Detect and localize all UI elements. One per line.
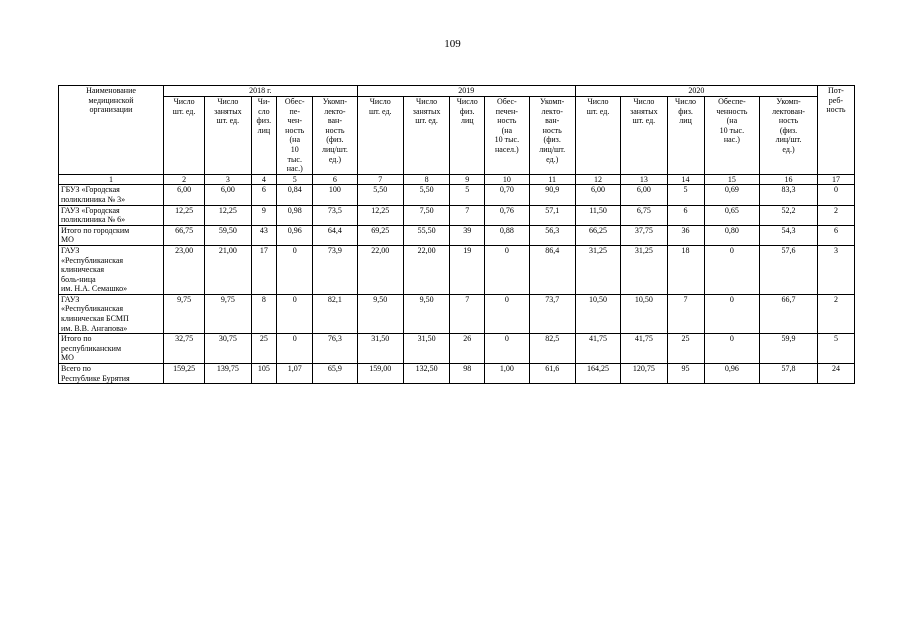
table-cell: 5: [667, 185, 704, 205]
table-cell: 31,50: [357, 334, 403, 364]
header-indicator: Число занятых шт. ед.: [403, 97, 449, 175]
table-cell: 82,1: [313, 294, 357, 333]
header-year-2: 2019: [357, 86, 575, 97]
table-cell: 100: [313, 185, 357, 205]
table-cell: 66,7: [760, 294, 818, 333]
table-cell: 0: [704, 245, 760, 294]
table-row: [59, 334, 855, 364]
header-need: Пот- реб- ность: [817, 86, 854, 175]
table-cell: 6: [817, 225, 854, 245]
table-cell: 8: [251, 294, 277, 333]
table-cell: 10,50: [621, 294, 667, 333]
table-cell: 76,3: [313, 334, 357, 364]
table-cell: 23,00: [164, 245, 205, 294]
table-row: [59, 225, 855, 245]
column-number: 7: [357, 174, 403, 185]
table-cell: 6,00: [575, 185, 620, 205]
table-cell: 9,75: [164, 294, 205, 333]
table-cell: 22,00: [403, 245, 449, 294]
table-cell: 0,69: [704, 185, 760, 205]
table-cell: 37,75: [621, 225, 667, 245]
header-indicator: Чи- сло физ. лиц: [251, 97, 277, 175]
table-cell: 6,00: [164, 185, 205, 205]
table-cell: 7: [667, 294, 704, 333]
table-cell: 22,00: [357, 245, 403, 294]
table-cell: 12,25: [164, 205, 205, 225]
header-row-indicators: [59, 97, 855, 175]
staffing-table: [58, 85, 855, 384]
table-cell: 31,50: [403, 334, 449, 364]
table-cell: 59,9: [760, 334, 818, 364]
table-cell: 120,75: [621, 364, 667, 384]
table-cell: 0: [485, 294, 529, 333]
table-cell: 0,98: [277, 205, 313, 225]
table-cell: 32,75: [164, 334, 205, 364]
header-indicator: Укомп- лектован- ность (физ. лиц/шт. ед.): [760, 97, 818, 175]
table-row: [59, 364, 855, 384]
table-cell: 61,6: [529, 364, 575, 384]
table-cell: 59,50: [205, 225, 251, 245]
column-number: 8: [403, 174, 449, 185]
header-row-years: [59, 86, 855, 97]
column-number: 16: [760, 174, 818, 185]
table-cell: 73,7: [529, 294, 575, 333]
table-cell: 159,25: [164, 364, 205, 384]
table-cell: 66,25: [575, 225, 620, 245]
table-cell: 24: [817, 364, 854, 384]
header-indicator: Число шт. ед.: [575, 97, 620, 175]
header-indicator: Укомп- лекто- ван- ность (физ. лиц/шт. ед.): [529, 97, 575, 175]
table-cell: 0,70: [485, 185, 529, 205]
organization-name: ГАУЗ «Городская поликлиника № 6»: [59, 205, 164, 225]
organization-name: Всего по Республике Бурятия: [59, 364, 164, 384]
header-indicator: Обес- печен- ность (на 10 тыс. насел.): [485, 97, 529, 175]
table-cell: 0: [277, 245, 313, 294]
header-indicator: Обес- пе- чен- ность (на 10 тыс. нас.): [277, 97, 313, 175]
table-cell: 41,75: [621, 334, 667, 364]
column-number: 10: [485, 174, 529, 185]
table-cell: 2: [817, 205, 854, 225]
table-cell: 6,00: [621, 185, 667, 205]
table-row: [59, 294, 855, 333]
table-cell: 10,50: [575, 294, 620, 333]
table-cell: 0,65: [704, 205, 760, 225]
organization-name: ГАУЗ «Республиканская клиническая боль-ница им. Н.А. Семашко»: [59, 245, 164, 294]
table-cell: 12,25: [205, 205, 251, 225]
table-row: [59, 185, 855, 205]
table-cell: 64,4: [313, 225, 357, 245]
page-number: 109: [444, 38, 461, 50]
table-cell: 9: [251, 205, 277, 225]
table-cell: 65,9: [313, 364, 357, 384]
organization-name: Итого по республиканским МО: [59, 334, 164, 364]
column-number: 14: [667, 174, 704, 185]
table-cell: 57,1: [529, 205, 575, 225]
table-cell: 6,75: [621, 205, 667, 225]
column-number: 6: [313, 174, 357, 185]
table-cell: 90,9: [529, 185, 575, 205]
header-indicator: Число физ. лиц: [450, 97, 485, 175]
table-cell: 0: [485, 245, 529, 294]
table-cell: 21,00: [205, 245, 251, 294]
table-cell: 31,25: [575, 245, 620, 294]
table-cell: 36: [667, 225, 704, 245]
column-number: 5: [277, 174, 313, 185]
table-cell: 73,9: [313, 245, 357, 294]
table-cell: 11,50: [575, 205, 620, 225]
table-cell: 1,07: [277, 364, 313, 384]
table-cell: 54,3: [760, 225, 818, 245]
table-cell: 5: [817, 334, 854, 364]
column-number: 2: [164, 174, 205, 185]
table-cell: 0: [485, 334, 529, 364]
column-number: 12: [575, 174, 620, 185]
column-number: 1: [59, 174, 164, 185]
header-organization: Наименование медицинской организации: [59, 86, 164, 175]
table-cell: 82,5: [529, 334, 575, 364]
table-cell: 0,76: [485, 205, 529, 225]
table-cell: 69,25: [357, 225, 403, 245]
table-cell: 98: [450, 364, 485, 384]
table-cell: 9,75: [205, 294, 251, 333]
table-cell: 0: [704, 334, 760, 364]
column-number: 9: [450, 174, 485, 185]
table-cell: 43: [251, 225, 277, 245]
table-cell: 18: [667, 245, 704, 294]
table-cell: 57,6: [760, 245, 818, 294]
table-cell: 159,00: [357, 364, 403, 384]
table-cell: 31,25: [621, 245, 667, 294]
organization-name: Итого по городским МО: [59, 225, 164, 245]
header-indicator: Обеспе- ченность (на 10 тыс. нас.): [704, 97, 760, 175]
column-number: 3: [205, 174, 251, 185]
table-cell: 0: [277, 334, 313, 364]
organization-name: ГБУЗ «Городская поликлиника № 3»: [59, 185, 164, 205]
column-number: 4: [251, 174, 277, 185]
table-cell: 86,4: [529, 245, 575, 294]
table-cell: 0: [277, 294, 313, 333]
header-indicator: Число шт. ед.: [164, 97, 205, 175]
table-cell: 5,50: [357, 185, 403, 205]
table-row: [59, 205, 855, 225]
table-cell: 17: [251, 245, 277, 294]
table-cell: 139,75: [205, 364, 251, 384]
table-cell: 9,50: [357, 294, 403, 333]
table-cell: 5,50: [403, 185, 449, 205]
header-indicator: Число занятых шт. ед.: [205, 97, 251, 175]
table-row: [59, 245, 855, 294]
table-cell: 66,75: [164, 225, 205, 245]
table-cell: 0,80: [704, 225, 760, 245]
table-cell: 6: [667, 205, 704, 225]
column-number: 15: [704, 174, 760, 185]
table-cell: 41,75: [575, 334, 620, 364]
table-cell: 25: [251, 334, 277, 364]
table-cell: 2: [817, 294, 854, 333]
table-cell: 0: [817, 185, 854, 205]
table-cell: 6: [251, 185, 277, 205]
table-cell: 55,50: [403, 225, 449, 245]
column-number: 13: [621, 174, 667, 185]
column-number: 11: [529, 174, 575, 185]
table-cell: 30,75: [205, 334, 251, 364]
table-cell: 19: [450, 245, 485, 294]
header-indicator: Число физ. лиц: [667, 97, 704, 175]
table-cell: 95: [667, 364, 704, 384]
organization-name: ГАУЗ «Республиканская клиническая БСМП им. В.В. Ангапова»: [59, 294, 164, 333]
table-cell: 73,5: [313, 205, 357, 225]
header-indicator: Укомп- лекто- ван- ность (физ. лиц/шт. ед.): [313, 97, 357, 175]
header-year-1: 2018 г.: [164, 86, 358, 97]
table-cell: 56,3: [529, 225, 575, 245]
table-cell: 3: [817, 245, 854, 294]
table-cell: 7: [450, 294, 485, 333]
table-cell: 0,88: [485, 225, 529, 245]
header-indicator: Число занятых шт. ед.: [621, 97, 667, 175]
table-cell: 52,2: [760, 205, 818, 225]
header-indicator: Число шт. ед.: [357, 97, 403, 175]
table-cell: 9,50: [403, 294, 449, 333]
table-cell: 7: [450, 205, 485, 225]
column-number: 17: [817, 174, 854, 185]
column-numbers-row: [59, 174, 855, 185]
table-cell: 57,8: [760, 364, 818, 384]
table-cell: 6,00: [205, 185, 251, 205]
header-year-3: 2020: [575, 86, 817, 97]
table-cell: 1,00: [485, 364, 529, 384]
table-cell: 39: [450, 225, 485, 245]
table-cell: 0,96: [704, 364, 760, 384]
table-cell: 105: [251, 364, 277, 384]
table-cell: 26: [450, 334, 485, 364]
table-cell: 132,50: [403, 364, 449, 384]
table-cell: 7,50: [403, 205, 449, 225]
table-cell: 0,96: [277, 225, 313, 245]
table-cell: 12,25: [357, 205, 403, 225]
table-cell: 0,84: [277, 185, 313, 205]
table-cell: 164,25: [575, 364, 620, 384]
table-cell: 5: [450, 185, 485, 205]
table-cell: 0: [704, 294, 760, 333]
table-cell: 25: [667, 334, 704, 364]
table-cell: 83,3: [760, 185, 818, 205]
